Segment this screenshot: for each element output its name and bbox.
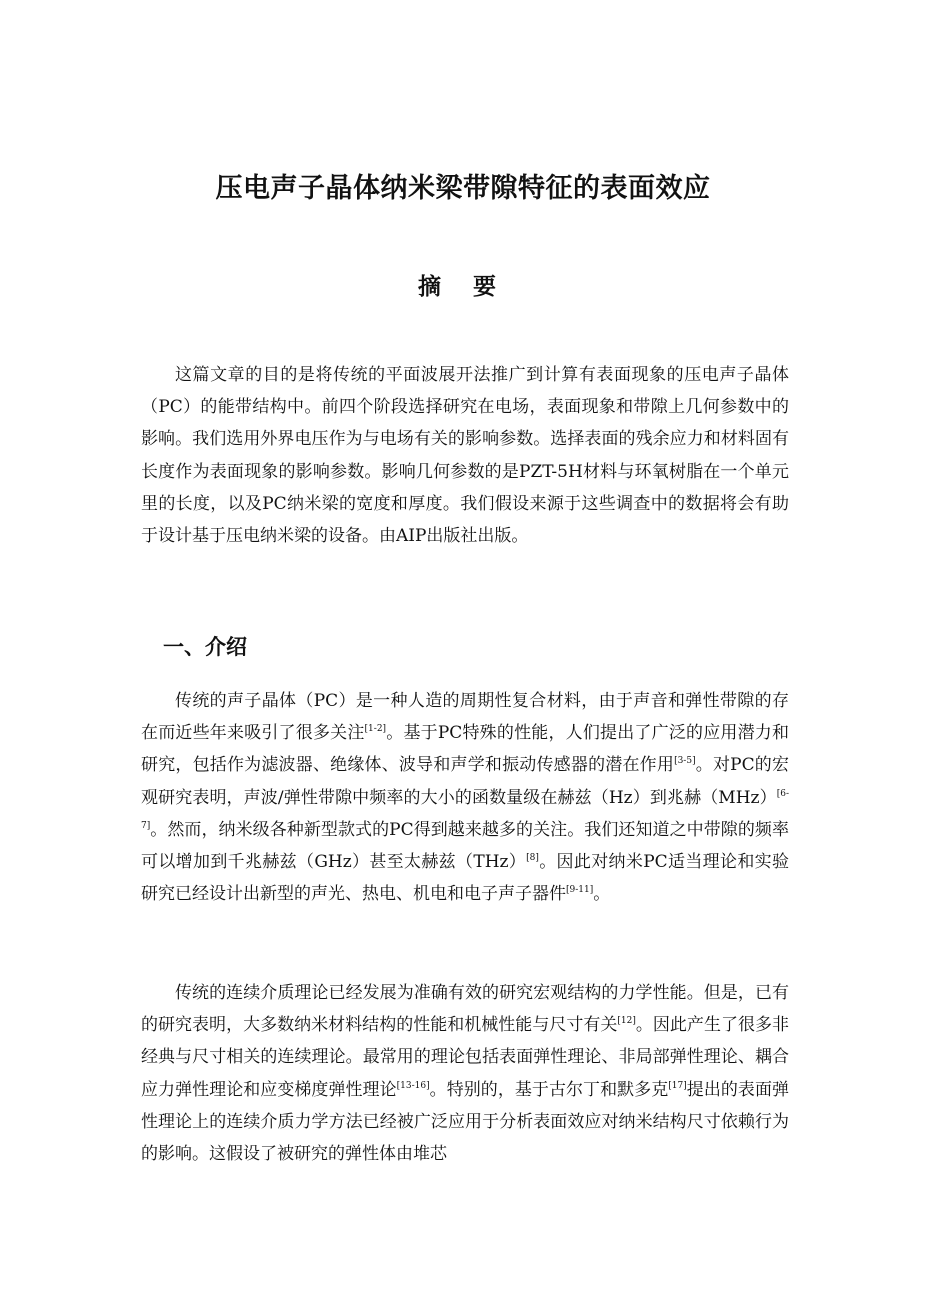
citation: [17] bbox=[668, 1080, 687, 1091]
text-run: 。对PC的宏观研究表明，声波/弹性带隙中频率的大小的函数量级在赫兹（Hz）到兆赫（MHz） bbox=[141, 755, 790, 808]
intro-paragraph-2 bbox=[141, 977, 789, 1170]
citation: [6-7] bbox=[141, 788, 789, 831]
text-run: 传统的连续介质理论已经发展为准确有效的研究宏观结构的力学性能。但是，已有的研究表明，大多数纳米材料结构的性能和机械性能与尺寸有关 bbox=[141, 983, 789, 1036]
text-run: 。因此产生了很多非经典与尺寸相关的连续理论。最常用的理论包括表面弹性理论、非局部弹性理论、耦合应力弹性理论和应变梯度弹性理论 bbox=[141, 1015, 790, 1100]
citation: [9-11] bbox=[566, 885, 594, 896]
abstract-heading: 摘 要 bbox=[417, 274, 508, 300]
citation: [8] bbox=[526, 853, 539, 864]
text-run: 传统的声子晶体（PC）是一种人造的周期性复合材料，由于声音和弹性带隙的存在而近些年来吸引了很多关注 bbox=[141, 691, 789, 744]
section-heading-introduction: 一、介绍 bbox=[163, 635, 247, 659]
intro-paragraph-1 bbox=[141, 685, 789, 910]
text-run: 。特别的，基于古尔丁和默多克 bbox=[429, 1079, 669, 1100]
abstract-paragraph: 这篇文章的目的是将传统的平面波展开法推广到计算有表面现象的压电声子晶体（PC）的能带结构中。前四个阶段选择研究在电场，表面现象和带隙上几何参数中的影响。我们选用外界电压作为与电场有关的影响参数。选择表面的残余应力和材料固有长度作为表面现象的影响参数。影响几何参数的是PZT-5H材料与环氧树脂在一个单元里的长度，以及PC纳米梁的宽度和厚度。我们假设来源于这些调查中的数据将会有助于设计基于压电纳米梁的设备。由AIP出版社出版。 bbox=[141, 365, 789, 547]
text-run: 。因此对纳米PC适当理论和实验研究已经设计出新型的声光、热电、机电和电子声子器件 bbox=[141, 852, 789, 905]
text-run: 。然而，纳米级各种新型款式的PC得到越来越多的关注。我们还知道之中带隙的频率可以增加到千兆赫兹（GHz）甚至太赫兹（THz） bbox=[141, 819, 789, 873]
text-run: 。基于PC特殊的性能，人们提出了广泛的应用潜力和研究，包括作为滤波器、绝缘体、波导和声学和振动传感器的潜在作用 bbox=[141, 723, 789, 776]
citation: [13-16] bbox=[396, 1080, 430, 1091]
text-run: 提出的表面弹性理论上的连续介质力学方法已经被广泛应用于分析表面效应对纳米结构尺寸依赖行为的影响。这假设了被研究的弹性体由堆芯 bbox=[141, 1079, 790, 1165]
citation: [3-5] bbox=[674, 756, 696, 767]
text-run: 。 bbox=[593, 884, 611, 905]
citation: [1-2] bbox=[364, 724, 387, 735]
paper-title: 压电声子晶体纳米梁带隙特征的表面效应 bbox=[215, 173, 711, 204]
citation: [12] bbox=[617, 1016, 636, 1027]
